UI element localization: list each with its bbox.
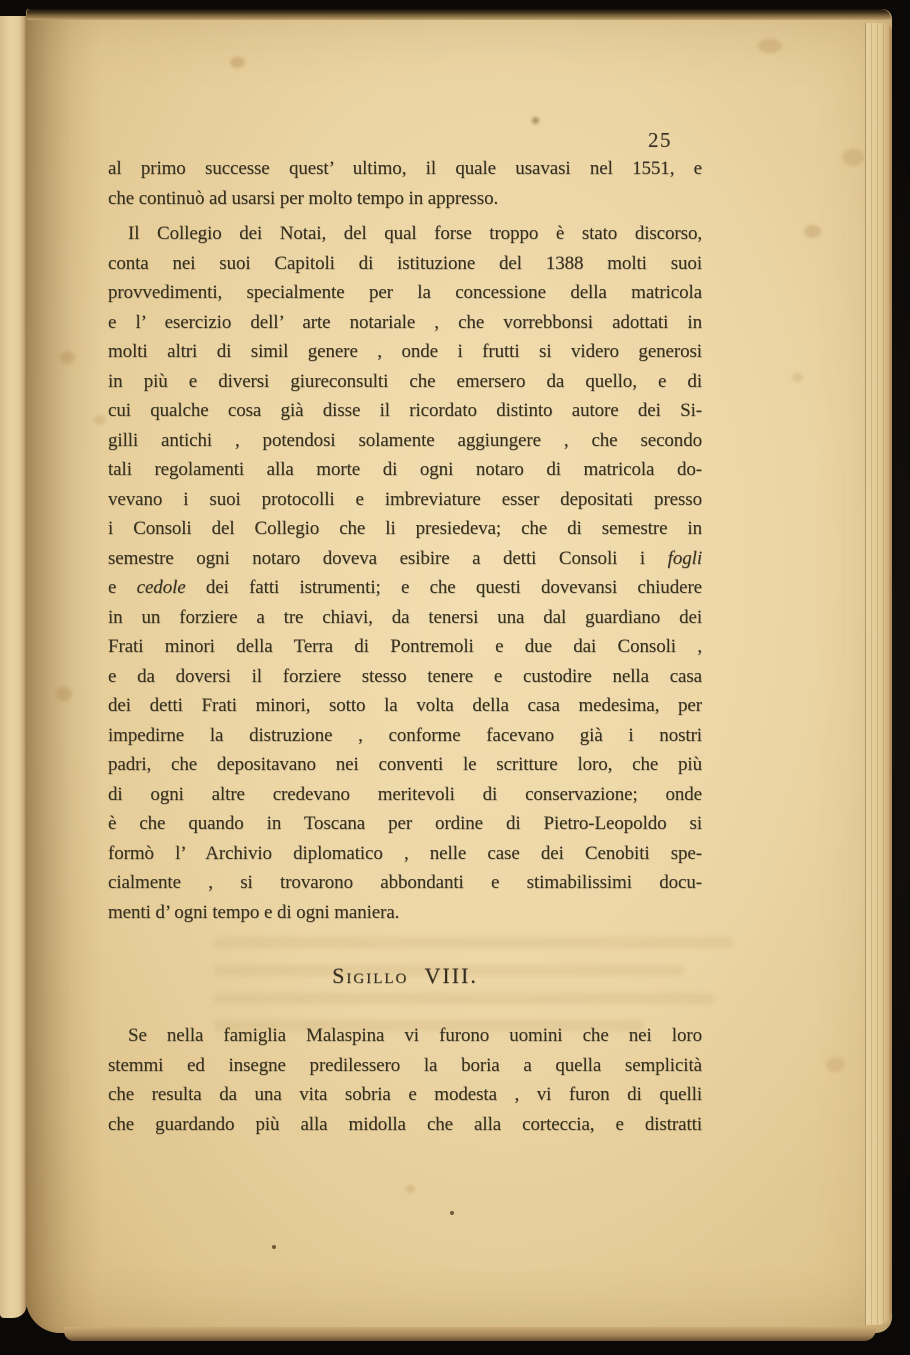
text-line: che guardando più alla midolla che alla corteccia, e distratti: [108, 1113, 702, 1135]
text-line: che resulta da una vita sobria e modesta , vi furon di quelli: [108, 1084, 702, 1105]
text-line: stemmi ed insegne predilessero la boria a quella semplicità: [108, 1054, 702, 1076]
text-line: gilli antichi , potendosi solamente aggiungere , che secondo: [108, 429, 702, 451]
text-line: semestre ogni notaro doveva esibire a detti Consoli i fogli: [108, 547, 702, 569]
fox-spot: [758, 39, 782, 53]
text-line: Frati minori della Terra di Pontremoli e due dai Consoli ,: [108, 636, 702, 657]
fox-spot: [60, 351, 75, 364]
text-line: i Consoli del Collegio che li presiedeva; che di semestre in: [108, 518, 702, 539]
fox-spot: [230, 57, 245, 68]
fox-spot: [406, 1185, 415, 1193]
text-line: cui qualche cosa già disse il ricordato distinto autore dei Si-: [108, 400, 702, 421]
fox-spot: [842, 149, 864, 166]
section-heading: Sigillo VIII.: [332, 963, 478, 988]
paragraph: [108, 1021, 702, 1139]
text-line: in più e diversi giureconsulti che emersero da quello, e di: [108, 370, 702, 392]
text-line: dei detti Frati minori, sotto la volta della casa medesima, per: [108, 695, 702, 716]
text-line: menti d’ ogni tempo e di ogni maniera.: [108, 901, 400, 923]
text-line: vevano i suoi protocolli e imbreviature esser depositati presso: [108, 488, 702, 510]
page-stack-right-edge: [865, 23, 892, 1325]
text-line: formò l’ Archivio diplomatico , nelle case dei Cenobiti spe-: [108, 842, 702, 864]
page-stack-bottom-edge: [64, 1327, 876, 1341]
text-line: cialmente , si trovarono abbondanti e stimabilissimi docu-: [108, 872, 702, 893]
ink-speck: [272, 1245, 276, 1249]
text-line: impedirne la distruzione , conforme facevano già i nostri: [108, 724, 702, 746]
text-line: che continuò ad usarsi per molto tempo in appresso.: [108, 187, 499, 209]
text-line: e cedole dei fatti istrumenti; e che questi dovevansi chiudere: [108, 577, 702, 598]
text-line: molti altri di simil genere , onde i frutti si videro generosi: [108, 341, 702, 362]
text-line: padri, che depositavano nei conventi le scritture loro, che più: [108, 754, 702, 775]
text-line: Se nella famiglia Malaspina vi furono uomini che nei loro: [128, 1025, 702, 1046]
text-line: Il Collegio dei Notai, del qual forse troppo è stato discorso,: [128, 223, 702, 244]
page-stack-top-edge: [27, 9, 891, 20]
fox-spot: [532, 117, 539, 124]
text-line: conta nei suoi Capitoli di istituzione del 1388 molti suoi: [108, 252, 702, 274]
fox-spot: [792, 373, 803, 382]
fox-spot: [94, 415, 106, 425]
paragraph: [108, 154, 702, 213]
fox-spot: [56, 687, 72, 701]
text-block: [108, 154, 702, 1139]
page-number: 25: [648, 128, 672, 152]
text-line: al primo successe quest’ ultimo, il quale usavasi nel 1551, e: [108, 158, 702, 179]
text-line: di ogni altre credevano meritevoli di conservazione; onde: [108, 783, 702, 805]
text-line: tali regolamenti alla morte di ogni notaro di matricola do-: [108, 459, 702, 480]
text-line: in un forziere a tre chiavi, da tenersi una dal guardiano dei: [108, 606, 702, 628]
text-line: è che quando in Toscana per ordine di Pietro-Leopoldo si: [108, 813, 702, 834]
paragraph: [108, 219, 702, 927]
fox-spot: [804, 225, 821, 238]
fox-spot: [826, 1057, 845, 1072]
previous-page-edge: [0, 16, 27, 1318]
text-line: e l’ esercizio dell’ arte notariale , che vorrebbonsi adottati in: [108, 311, 702, 333]
gutter-shadow: [26, 9, 100, 1333]
text-line: provvedimenti, specialmente per la concessione della matricola: [108, 282, 702, 303]
ink-speck: [450, 1211, 454, 1215]
text-line: e da doversi il forziere stesso tenere e custodire nella casa: [108, 665, 702, 687]
